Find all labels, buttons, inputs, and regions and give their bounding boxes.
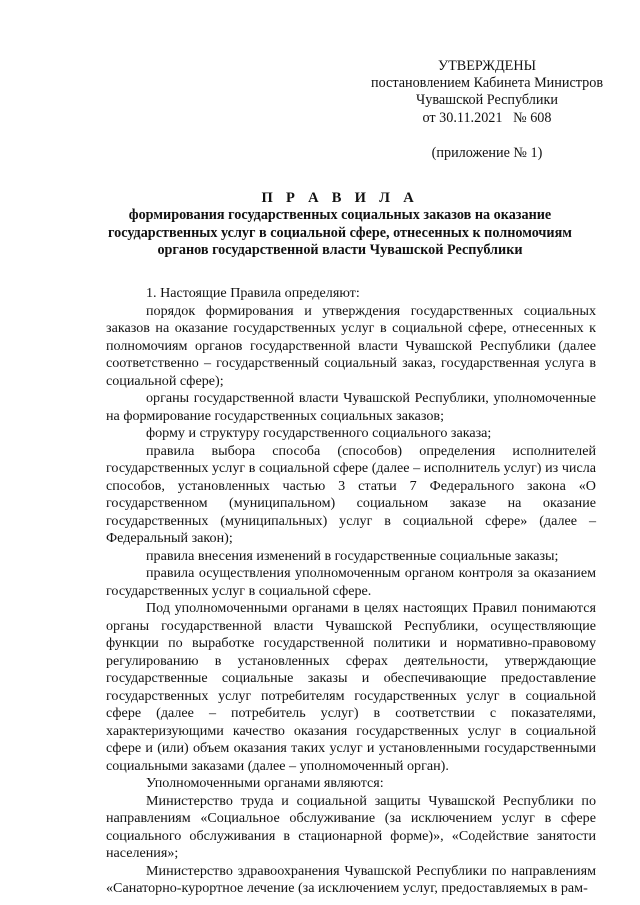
document-title: П Р А В И Л А [261, 190, 419, 206]
paragraph: форму и структуру государственного социального заказа; [146, 425, 492, 441]
approval-date-number: от 30.11.2021 № 608 [422, 109, 552, 126]
approval-heading: УТВЕРЖДЕНЫ [438, 58, 536, 74]
paragraph: правила внесения изменений в государственные социальные заказы; [146, 547, 559, 564]
paragraph: Уполномоченными органами являются: [146, 775, 384, 791]
appendix-label: (приложение № 1) [431, 145, 543, 161]
paragraph: Министерство здравоохранения Чувашской Республики по направлениям «Санаторно-курортное лечение (за исключением услуг, предоставляемых в рам- [106, 862, 596, 896]
approval-issuer: постановлением Кабинета Министров [370, 75, 604, 92]
paragraph: 1. Настоящие Правила определяют: [146, 285, 360, 301]
approval-block [362, 58, 612, 127]
document-body [106, 285, 596, 898]
paragraph: органы государственной власти Чувашской Республики, уполномоченные на формирование государственных социальных заказов; [106, 390, 596, 424]
paragraph: правила осуществления уполномоченным органом контроля за оказанием государственных услуг в социальной сфере. [106, 565, 596, 599]
document-subtitle: формирования государственных социальных заказов на оказание государственных услуг в социальной сфере, отнесенных к полномочиям органов государственной власти Чувашской Республики [108, 207, 572, 258]
approval-issuer-region: Чувашской Республики [416, 92, 558, 109]
paragraph: Министерство труда и социальной защиты Чувашской Республики по направлениям «Социальное обслуживание (за исключением услуг в сфере социального обслуживания в стационарной форме)», «Содействие занятости населения»; [106, 792, 596, 861]
paragraph: порядок формирования и утверждения государственных социальных заказов на оказание государственных услуг в социальной сфере, отнесенных к полномочиям органов государственной власти Чувашской Республики (далее соответственно – государственный социальный заказ, государственная услуга в социальной сфере); [106, 302, 596, 389]
paragraph: Под уполномоченными органами в целях настоящих Правил понимаются органы государственной власти Чувашской Республики, осуществляющие функции по выработке государственной политики и нормативно-правовому регулированию в установленных сферах деятельности, утверждающие государственные социальные заказы и обеспечивающие предоставление государственных услуг потребителям государственных услуг в социальной сфере (далее – потребитель услуг) в соответствии с показателями, характеризующими качество оказания государственных услуг в социальной сфере и (или) объем оказания таких услуг и установленными государственными социальными заказами (далее – уполномоченный орган). [106, 600, 596, 774]
paragraph: правила выбора способа (способов) определения исполнителей государственных услуг в социальной сфере (далее – исполнитель услуг) из числа способов, установленных частью 3 статьи 7 Федерального закона «О государственном (муниципальном) социальном заказе на оказание государственных (муниципальных) услуг в социальной сфере» (далее – Федеральный закон); [106, 442, 596, 546]
